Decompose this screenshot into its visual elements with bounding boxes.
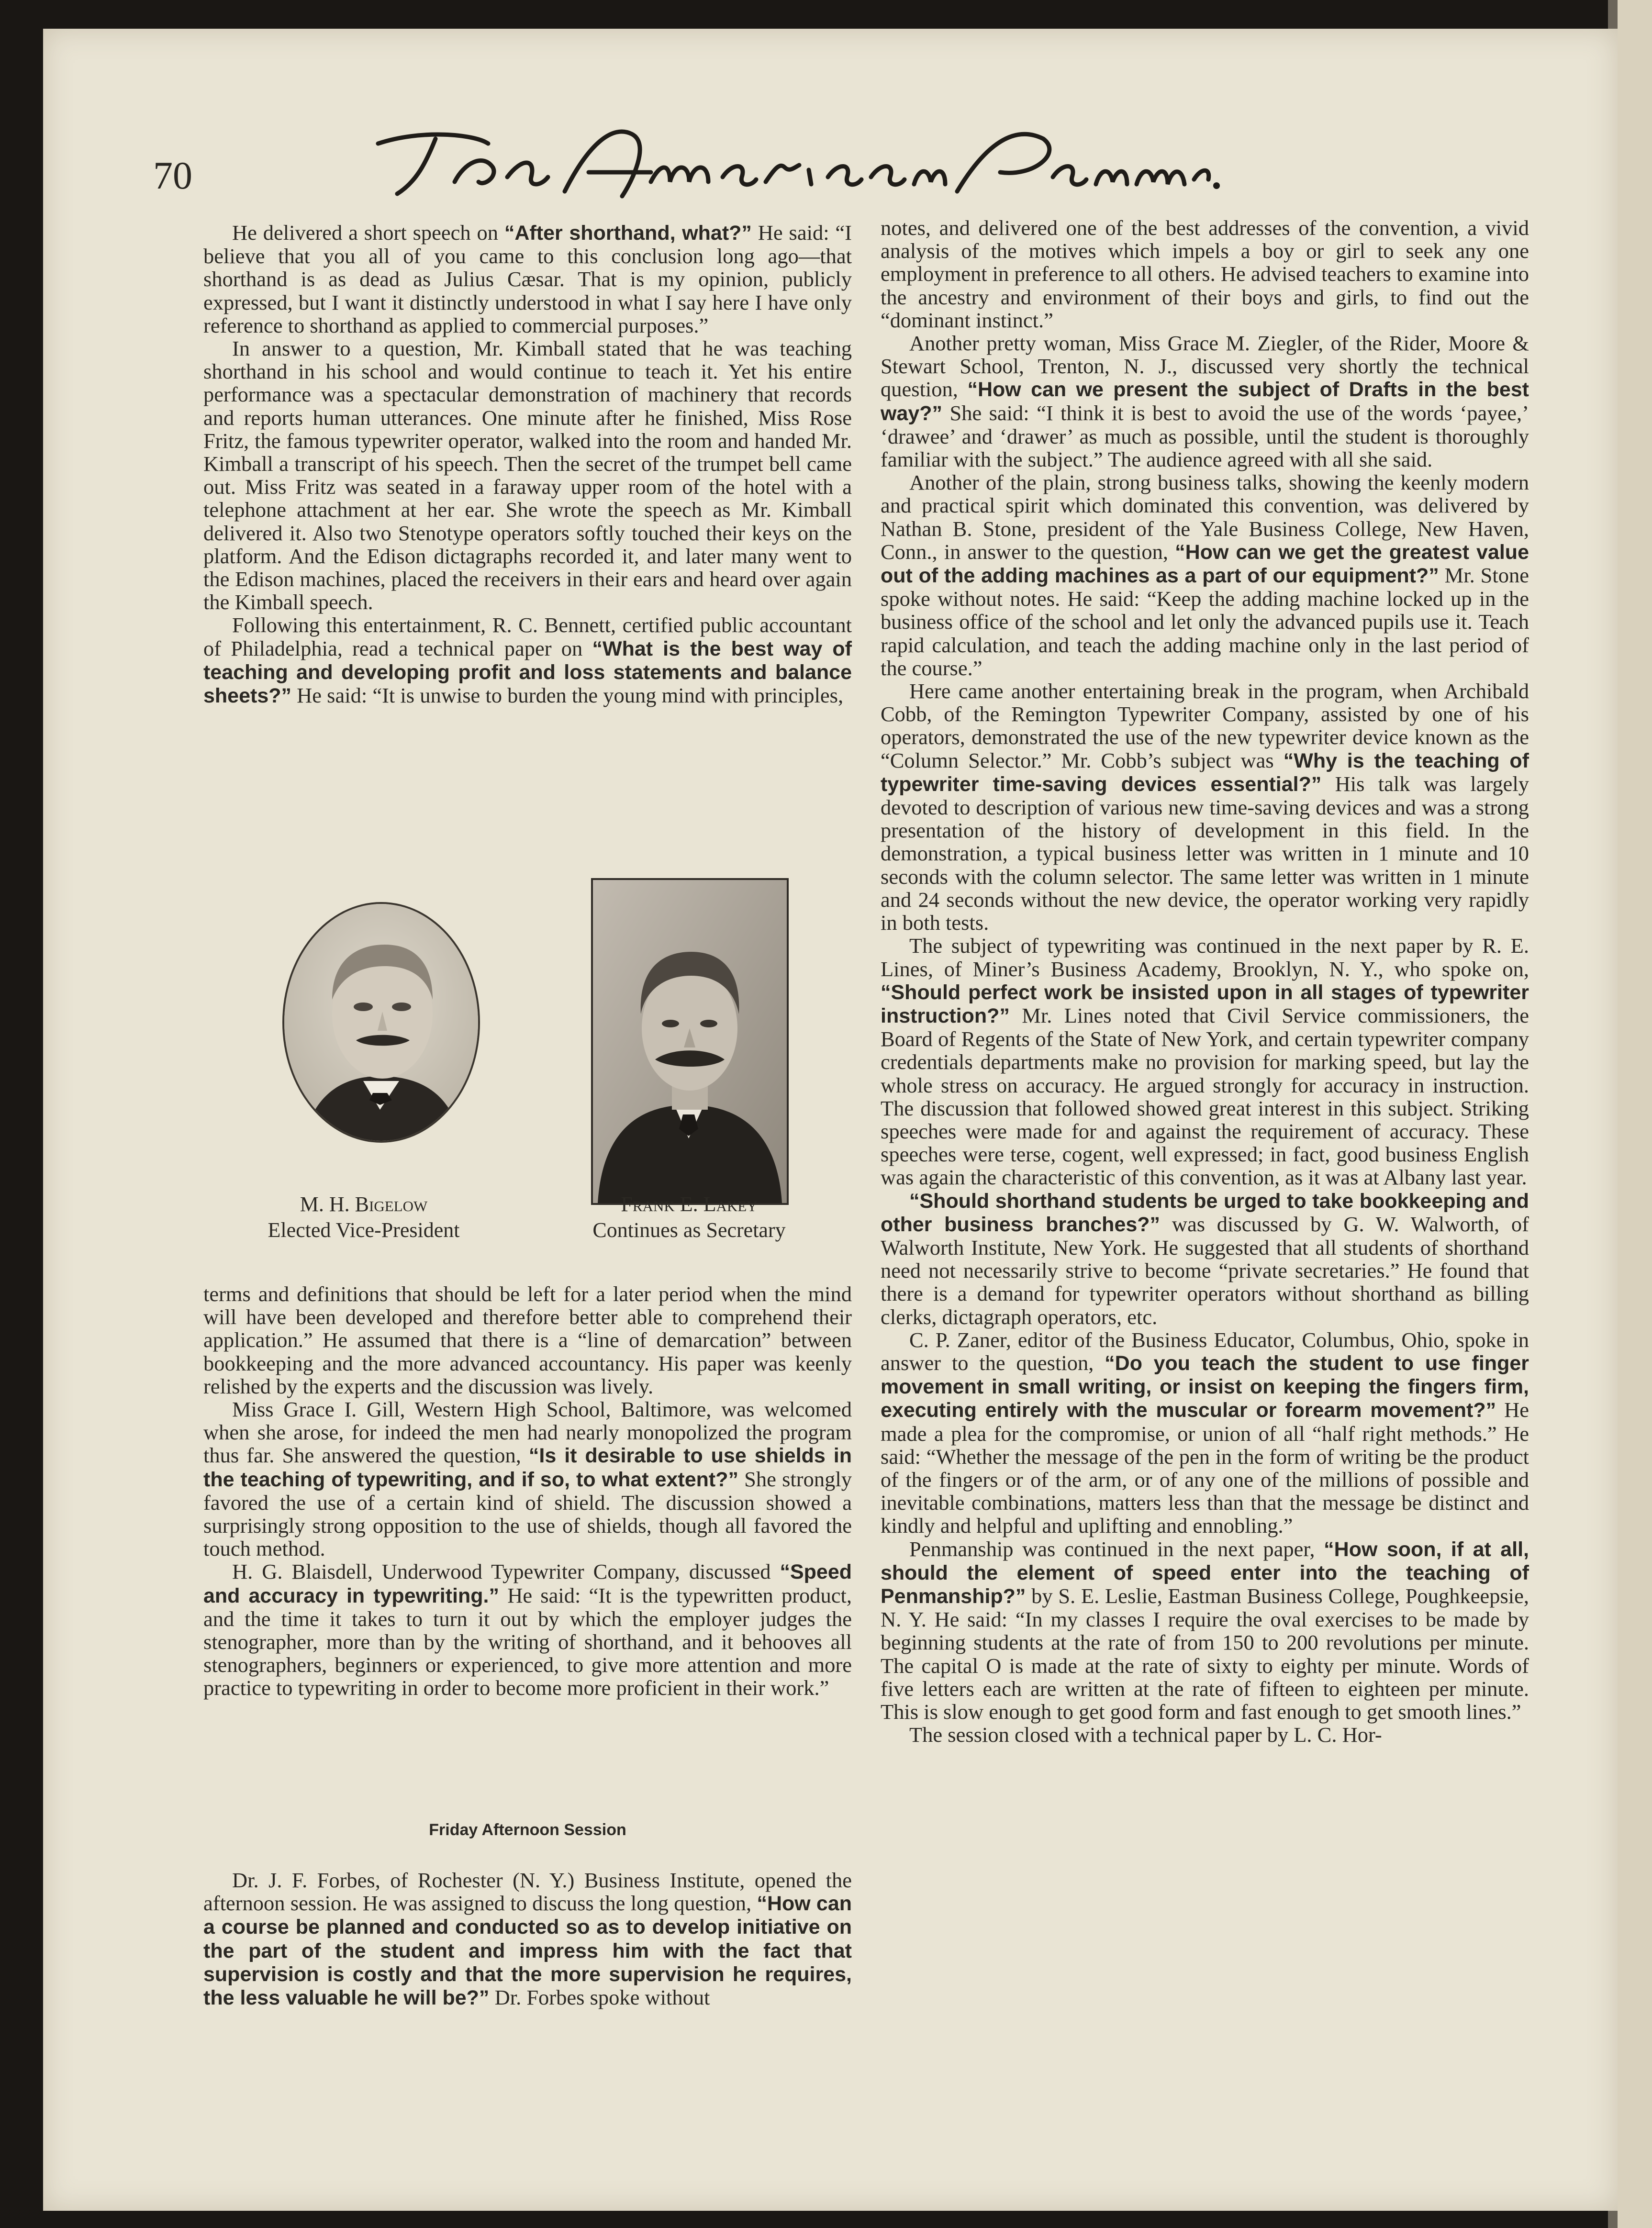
caption-role: Elected Vice-President xyxy=(268,1218,460,1242)
question-highlight: “Should perfect work be insisted upon in all stages of typewriter instruction?” xyxy=(881,980,1529,1027)
paragraph: He delivered a short speech on “After shorthand, what?” He said: “I believe that you all of you came to this conclusion long ago—that shorthand is as dead as Julius Cæsar. That is my opinion, publicly expressed, but I want it distinctly understood in what I say here I have only reference to shorthand as applied to commercial purposes.” xyxy=(203,221,852,337)
question-highlight: “How can we get the greatest value out of the adding machines as a part of our equipment?” xyxy=(881,540,1529,588)
right-column xyxy=(881,216,1529,1746)
paragraph: notes, and delivered one of the best addresses of the convention, a vivid analysis of the motives which impels a boy or girl to seek any one employment in preference to all others. He advised teachers to examine into the ancestry and environment of their boys and girls, to find out the “dominant instinct.” xyxy=(881,216,1529,332)
paragraph: Another pretty woman, Miss Grace M. Ziegler, of the Rider, Moore & Stewart School, Trenton, N. J., discussed very shortly the technical question, “How can we present the subject of Drafts in the best way?” She said: “I think it is best to avoid the use of the words ‘payee,’ ‘drawee’ and ‘drawer’ as much as possible, until the student is thoroughly familiar with the subject.” The audience agreed with all she said. xyxy=(881,331,1529,472)
masthead-logo xyxy=(364,124,1225,201)
paragraph: Another of the plain, strong business talks, showing the keenly modern and practical spirit which dominated this convention, was delivered by Nathan B. Stone, president of the Yale Business College, New Haven, Conn., in answer to the question, “How can we get the greatest value out of the adding machines as a part of our equipment?” Mr. Stone spoke without notes. He said: “Keep the adding machine locked up in the business office of the school and let only the advanced pupils use it. Teach rapid calculation, and teach the adding machine only in the last period of the course.” xyxy=(881,470,1529,680)
paragraph: “Should shorthand students be urged to take bookkeeping and other business branches?” was discussed by G. W. Walworth, of Walworth Institute, New York. He suggested that all students of shorthand need not necessarily strive to become “private secretaries.” He found that there is a demand for typewriter operators without shorthand as billing clerks, dictagraph operators, etc. xyxy=(881,1189,1529,1329)
paragraph: terms and definitions that should be left for a later period when the mind will have been developed and therefore better able to comprehend their application.” He assumed that there is a “line of demarcation” between bookkeeping and the more advanced accountancy. His paper was keenly relished by the experts and the discussion was lively. xyxy=(203,1282,852,1398)
question-highlight: “Should shorthand students be urged to take bookkeeping and other business branches?” xyxy=(881,1189,1529,1236)
paragraph: Penmanship was continued in the next paper, “How soon, if at all, should the element of speed enter into the teaching of Penmanship?” by S. E. Leslie, Eastman Business College, Poughkeepsie, N. Y. He said: “In my classes I require the oval exercises to be made by beginning students at the rate of from 150 to 200 revolutions per minute. The capital O is made at the rate of sixty to eighty per minute. Words of five letters each are written at the rate of fifteen to eighteen per minute. This is slow enough to get good form and fast enough to get smooth lines.” xyxy=(881,1537,1529,1724)
paragraph: Following this entertainment, R. C. Bennett, certified public accountant of Philadelphia, read a technical paper on “What is the best way of teaching and developing profit and loss statements and balance sheets?” He said: “It is unwise to burden the young mind with principles, xyxy=(203,613,852,708)
question-highlight: “How soon, if at all, should the element of speed enter into the teaching of Penmanship?” xyxy=(881,1537,1529,1608)
paragraph: In answer to a question, Mr. Kimball stated that he was teaching shorthand in his school and would continue to teach it. Yet his entire performance was a spectacular demonstration of machinery that records and reports human utterances. One minute after he finished, Miss Rose Fritz, the famous typewriter operator, walked into the room and handed Mr. Kimball a transcript of his speech. Then the secret of the trumpet bell came out. Miss Fritz was seated in a faraway upper room of the hotel with a telephone attachment at her ear. She wrote the speech as Mr. Kimball delivered it. Also two Stenotype operators softly touched their keys on the platform. And the Edison dictagraphs recorded it, and later many went to the Edison machines, placed the receivers in their ears and heard over again the Kimball speech. xyxy=(203,336,852,614)
question-highlight: “After shorthand, what?” xyxy=(504,222,752,245)
left-column-middle xyxy=(203,1282,852,1700)
caption-name: M. H. Bigelow xyxy=(300,1192,428,1216)
paragraph: C. P. Zaner, editor of the Business Educator, Columbus, Ohio, spoke in answer to the question, “Do you teach the student to use finger movement in small writing, or insist on keeping the fingers firm, executing entirely with the muscular or forearm movement?” He made a plea for the compromise, or union of all “half right methods.” He said: “Whether the message of the pen in the form of writing be the product of the fingers or of the arm, or of any one of the millions of possible and inevitable combinations, matters less than that the message be distinct and kindly and helpful and uplifting and ennobling.” xyxy=(881,1327,1529,1538)
left-column-bottom xyxy=(203,1869,852,2009)
portrait-photo-lakey xyxy=(591,878,789,1205)
paragraph: Dr. J. F. Forbes, of Rochester (N. Y.) Business Institute, opened the afternoon session. He was assigned to discuss the long question, “How can a course be planned and conducted so as to develop initiative on the part of the student and impress him with the fact that supervision is costly and that the more supervision he requires, the less valuable he will be?” Dr. Forbes spoke without xyxy=(203,1868,852,2010)
question-highlight: “Is it desirable to use shields in the teaching of typewriting, and if so, to what extent?” xyxy=(203,1444,852,1491)
question-highlight: “Do you teach the student to use finger movement in small writing, or insist on keeping the fingers firm, executing entirely with the muscular or forearm movement?” xyxy=(881,1351,1529,1422)
paragraph: The subject of typewriting was continued in the next paper by R. E. Lines, of Miner’s Business Academy, Brooklyn, N. Y., who spoke on, “Should perfect work be insisted upon in all stages of typewriter instruction?” Mr. Lines noted that Civil Service commissioners, the Board of Regents of the State of New York, and certain typewriter company credentials departments make no provision for marking speed, but lay the whole stress on accuracy. He argued strongly for accuracy in instruction. The discussion that followed showed great interest in this subject. Striking speeches were made for and against the requirement of accuracy. These speeches were terse, cogent, well expressed; in fact, good business English was again the characteristic of this convention, as it was at Albany last year. xyxy=(881,934,1529,1190)
left-column-top xyxy=(203,221,852,707)
caption-role: Continues as Secretary xyxy=(592,1218,786,1242)
section-heading: Friday Afternoon Session xyxy=(429,1821,626,1839)
paragraph: The session closed with a technical paper by L. C. Hor- xyxy=(909,1723,1382,1747)
question-highlight: “What is the best way of teaching and developing profit and loss statements and balance sheets?” xyxy=(203,637,852,708)
paragraph: H. G. Blaisdell, Underwood Typewriter Company, discussed “Speed and accuracy in typewriting.” He said: “It is the typewritten product, and the time it takes to turn it out by which the employer judges the stenographer, more than by the writing of shorthand, and it behooves all stenographers, beginners or experienced, to give more attention and more practice to typewriting in order to become more proficient in their work.” xyxy=(203,1560,852,1700)
question-highlight: “How can we present the subject of Drafts in the best way?” xyxy=(881,378,1529,425)
question-highlight: “Why is the teaching of typewriter time-saving devices essential?” xyxy=(881,749,1529,796)
caption-bigelow xyxy=(220,1192,507,1243)
portrait-photo-bigelow xyxy=(282,902,480,1143)
paragraph: Here came another entertaining break in the program, when Archibald Cobb, of the Remington Typewriter Company, assisted by one of his operators, demonstrated the use of the new typewriter device known as the “Column Selector.” Mr. Cobb’s subject was “Why is the teaching of typewriter time-saving devices essential?” His talk was largely devoted to description of various new time-saving devices and was a strong presentation of the history of development in this field. In the demonstration, a typical business letter was written in 1 minute and 10 seconds with the column selector. The same letter was written in 1 minute and 24 seconds without the new device, the operator working very rapidly in both tests. xyxy=(881,679,1529,935)
caption-name: Frank E. Lakey xyxy=(621,1192,758,1216)
next-page-edge xyxy=(1618,0,1652,2228)
question-highlight: “How can a course be planned and conducted so as to develop initiative on the part of the student and impress him with the fact that supervision is costly and that the more supervision he requires, the less valuable he will be?” xyxy=(203,1892,852,2010)
page-number: 70 xyxy=(153,154,192,197)
question-highlight: “Speed and accuracy in typewriting.” xyxy=(203,1560,852,1607)
paragraph: Miss Grace I. Gill, Western High School, Baltimore, was welcomed when she arose, for indeed the men had nearly monopolized the program thus far. She answered the question, “Is it desirable to use shields in the teaching of typewriting, and if so, to what extent?” She strongly favored the use of a certain kind of shield. The discussion showed a surprisingly strong opposition to the use of shields, though all favored the touch method. xyxy=(203,1397,852,1561)
caption-lakey xyxy=(546,1192,833,1243)
